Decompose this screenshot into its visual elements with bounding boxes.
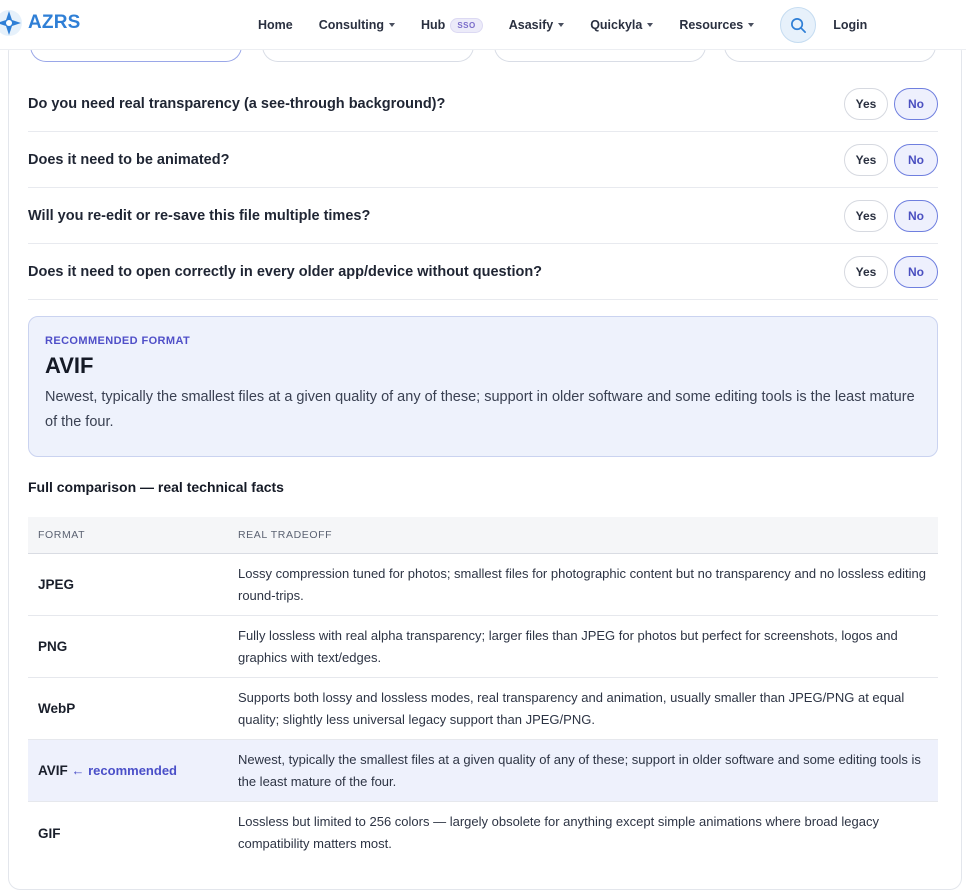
nav-quickyla[interactable] [590, 18, 653, 32]
table-row-highlighted [28, 740, 938, 802]
no-button[interactable]: No [894, 88, 938, 120]
question-text: Do you need real transparency (a see-through background)? [28, 95, 446, 112]
yes-button[interactable]: Yes [844, 200, 888, 232]
main-nav [258, 0, 867, 50]
table-header [28, 517, 938, 554]
logo-star-icon [0, 8, 24, 38]
format-name: GIF [38, 825, 61, 841]
choice-group [844, 144, 938, 176]
yes-button[interactable]: Yes [844, 256, 888, 288]
question-text: Does it need to be animated? [28, 151, 230, 168]
format-cell [28, 577, 228, 592]
tradeoff-cell: Fully lossless with real alpha transparency; larger files than JPEG for photos but perfect for screenshots, logos and graphics with text/edges. [238, 627, 898, 665]
nav-consulting[interactable] [319, 18, 395, 32]
recommendation-label: RECOMMENDED FORMAT [45, 335, 191, 347]
tradeoff-cell: Newest, typically the smallest files at a given quality of any of these; support in older software and some editing tools is the least mature of the four. [238, 751, 921, 789]
tradeoff-cell: Lossy compression tuned for photos; smallest files for photographic content but no transparency and no lossless editing round-trips. [238, 565, 926, 603]
tradeoff-cell: Lossless but limited to 256 colors — largely obsolete for anything except simple animations where broad legacy compatibility matters most. [238, 814, 879, 851]
comparison-table [28, 517, 938, 864]
nav-resources-label: Resources [679, 18, 744, 32]
format-name: WebP [38, 701, 76, 716]
nav-home-label: Home [258, 18, 293, 32]
format-cell [28, 763, 228, 778]
column-header-format: FORMAT [38, 529, 86, 541]
nav-resources[interactable] [679, 18, 754, 32]
chevron-down-icon [558, 23, 564, 27]
column-header-tradeoff: REAL TRADEOFF [238, 529, 333, 541]
choice-group [844, 200, 938, 232]
search-button[interactable] [780, 7, 816, 43]
no-button[interactable]: No [894, 200, 938, 232]
nav-hub[interactable] [421, 18, 483, 33]
choice-group [844, 88, 938, 120]
comparison-title: Full comparison — real technical facts [28, 479, 284, 495]
nav-asasify-label: Asasify [508, 18, 554, 32]
recommended-tag: ← recommended [71, 763, 177, 778]
question-re-edit [28, 188, 938, 244]
chevron-down-icon [748, 23, 754, 27]
question-animated [28, 132, 938, 188]
no-button[interactable]: No [894, 256, 938, 288]
nav-consulting-label: Consulting [318, 18, 384, 32]
format-name: JPEG [38, 577, 75, 592]
nav-home[interactable] [258, 18, 293, 32]
table-row [28, 802, 938, 864]
question-text: Does it need to open correctly in every older app/device without question? [28, 263, 543, 280]
table-row [28, 678, 938, 740]
logo[interactable] [0, 8, 81, 38]
yes-button[interactable]: Yes [844, 144, 888, 176]
yes-button[interactable]: Yes [844, 88, 888, 120]
nav-hub-label: Hub [421, 18, 446, 32]
logo-text: AZRS [28, 12, 81, 33]
recommended-format: AVIF [45, 353, 94, 378]
site-header [0, 0, 966, 50]
format-cell [28, 826, 228, 841]
question-compatibility [28, 244, 938, 300]
format-cell [28, 639, 228, 654]
nav-asasify[interactable] [509, 18, 564, 32]
table-row [28, 616, 938, 678]
nav-quickyla-label: Quickyla [590, 18, 643, 32]
sso-badge: SSO [450, 18, 482, 33]
no-button[interactable]: No [894, 144, 938, 176]
chevron-down-icon [647, 23, 653, 27]
format-name: PNG [38, 639, 68, 654]
question-transparency [28, 76, 938, 132]
search-icon [790, 17, 807, 34]
question-text: Will you re-edit or re-save this file multiple times? [28, 207, 371, 224]
recommendation-box [28, 316, 938, 457]
tradeoff-cell: Supports both lossy and lossless modes, real transparency and animation, usually smaller than JPEG/PNG at equal quality; slightly less universal legacy support than JPEG/PNG. [238, 689, 905, 727]
recommendation-description: Newest, typically the smallest files at a given quality of any of these; support in older software and some editing tools is the least mature of the four. [45, 389, 915, 430]
format-cell [28, 701, 228, 716]
login-link[interactable]: Login [833, 18, 868, 32]
chevron-down-icon [389, 23, 395, 27]
table-row [28, 554, 938, 616]
format-name: AVIF [38, 763, 68, 778]
choice-group [844, 256, 938, 288]
